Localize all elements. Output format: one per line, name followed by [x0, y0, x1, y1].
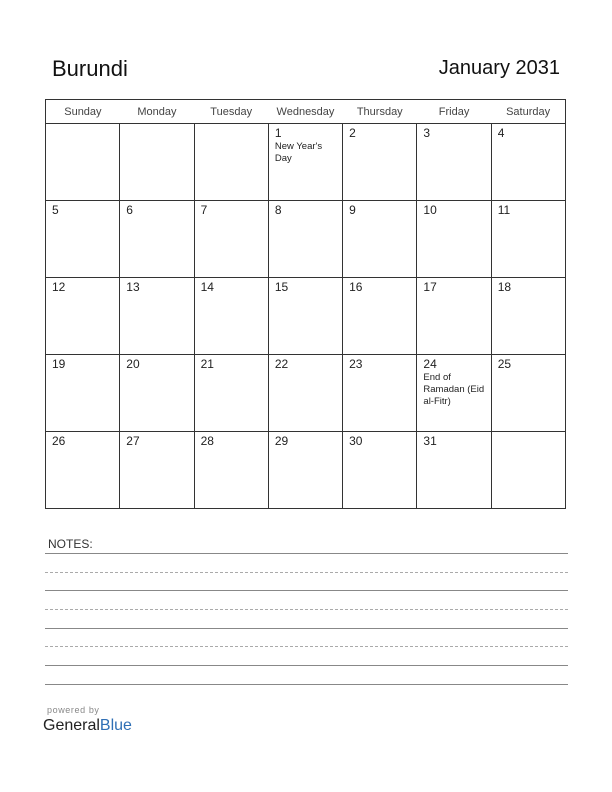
- day-number: 12: [52, 280, 66, 294]
- day-number: 13: [126, 280, 140, 294]
- day-number: 14: [200, 280, 214, 294]
- day-cell-content: [120, 432, 193, 448]
- holiday-label: New Year's Day: [274, 141, 323, 164]
- day-cell-content: [46, 201, 119, 217]
- day-cell-content: [492, 432, 565, 434]
- day-cell-content: [343, 355, 416, 371]
- day-cell: [417, 432, 491, 509]
- day-cell-content: [417, 201, 490, 217]
- day-cell: [268, 278, 342, 355]
- day-cell-content: [120, 201, 193, 217]
- day-cell: [268, 355, 342, 432]
- weekday-sunday: Sunday: [46, 100, 120, 124]
- day-number: 27: [126, 434, 140, 448]
- brand-blue: Blue: [99, 717, 132, 734]
- brand-general: General: [43, 717, 100, 734]
- day-cell-content: [492, 355, 565, 371]
- weekday-monday: Monday: [120, 100, 194, 124]
- notes-line: [45, 609, 568, 610]
- day-cell-content: [343, 124, 416, 140]
- day-cell: [120, 432, 194, 509]
- day-cell-content: [195, 201, 268, 217]
- notes-line: [45, 646, 568, 647]
- day-cell: [491, 124, 565, 201]
- day-cell: [268, 124, 342, 201]
- day-cell: [343, 432, 417, 509]
- notes-line: [45, 590, 568, 591]
- calendar-week-row: [46, 201, 566, 278]
- day-number: 2: [349, 126, 356, 140]
- day-cell: [120, 124, 194, 201]
- day-cell-content: [343, 432, 416, 448]
- calendar-week-row: [46, 355, 566, 432]
- day-number: 30: [349, 434, 363, 448]
- day-number: 22: [274, 357, 289, 371]
- day-number: 3: [423, 126, 431, 140]
- day-cell-content: [343, 201, 416, 217]
- day-number: 17: [423, 280, 437, 294]
- day-cell-content: [492, 124, 565, 140]
- month-title: January 2031: [438, 57, 560, 79]
- day-cell: [46, 355, 120, 432]
- day-cell: [120, 201, 194, 278]
- day-cell-content: [46, 278, 119, 294]
- day-cell-content: [417, 432, 490, 448]
- day-cell: [417, 201, 491, 278]
- day-cell-content: [46, 355, 119, 371]
- day-number: 7: [200, 203, 208, 217]
- day-cell-content: [417, 278, 490, 294]
- day-cell: [491, 201, 565, 278]
- day-cell: [268, 201, 342, 278]
- day-cell: [194, 432, 268, 509]
- day-cell: [194, 124, 268, 201]
- day-cell: [343, 201, 417, 278]
- powered-by-text: powered by: [47, 705, 100, 715]
- day-cell: [417, 355, 491, 432]
- day-number: 1: [274, 126, 282, 140]
- day-cell: [491, 432, 565, 509]
- day-number: 8: [274, 203, 282, 217]
- day-cell-content: [269, 201, 342, 217]
- generalblue-logo[interactable]: [43, 717, 132, 735]
- day-cell-content: [269, 355, 342, 371]
- weekday-tuesday: Tuesday: [194, 100, 268, 124]
- day-cell: [194, 355, 268, 432]
- day-cell: [46, 201, 120, 278]
- day-number: 21: [200, 357, 214, 371]
- weekday-saturday: Saturday: [491, 100, 565, 124]
- day-cell: [268, 432, 342, 509]
- day-number: 25: [497, 357, 512, 371]
- day-number: 4: [497, 126, 505, 140]
- day-cell: [46, 278, 120, 355]
- day-number: 26: [52, 434, 66, 448]
- country-title: Burundi: [52, 56, 128, 81]
- day-cell-content: [46, 432, 119, 448]
- weekday-wednesday: Wednesday: [268, 100, 342, 124]
- day-number: 15: [274, 280, 289, 294]
- day-cell: [343, 278, 417, 355]
- notes-line: [45, 628, 568, 629]
- day-number: 28: [200, 434, 214, 448]
- day-cell: [343, 355, 417, 432]
- day-cell: [417, 124, 491, 201]
- day-cell-content: [195, 278, 268, 294]
- day-cell-content: [269, 278, 342, 294]
- day-cell: [120, 355, 194, 432]
- day-cell: [46, 432, 120, 509]
- day-cell-content: [417, 355, 490, 408]
- day-number: 31: [423, 434, 437, 448]
- day-number: 19: [52, 357, 66, 371]
- day-cell: [194, 278, 268, 355]
- day-number: 16: [349, 280, 363, 294]
- day-cell-content: [492, 278, 565, 294]
- day-cell-content: [269, 432, 342, 448]
- day-number: 18: [497, 280, 512, 294]
- weekday-thursday: Thursday: [343, 100, 417, 124]
- day-number: 9: [349, 203, 356, 217]
- day-number: 20: [126, 357, 140, 371]
- calendar-week-row: [46, 432, 566, 509]
- day-number: 6: [126, 203, 133, 217]
- calendar-week-row: [46, 278, 566, 355]
- notes-line: [45, 553, 568, 554]
- day-cell-content: [195, 355, 268, 371]
- day-cell-content: [46, 124, 119, 126]
- day-number: 24: [423, 357, 437, 371]
- day-cell-content: [417, 124, 490, 140]
- day-number: 10: [423, 203, 437, 217]
- day-number: 5: [52, 203, 59, 217]
- notes-label: NOTES:: [48, 537, 93, 551]
- calendar-grid: [45, 99, 566, 509]
- day-cell-content: [195, 124, 268, 126]
- day-cell: [343, 124, 417, 201]
- day-cell: [417, 278, 491, 355]
- day-cell: [120, 278, 194, 355]
- weekday-header-row: [46, 100, 566, 124]
- weekday-friday: Friday: [417, 100, 491, 124]
- day-cell-content: [120, 278, 193, 294]
- notes-line: [45, 665, 568, 666]
- notes-line: [45, 684, 568, 685]
- day-cell: [491, 355, 565, 432]
- day-cell: [46, 124, 120, 201]
- day-number: 23: [349, 357, 363, 371]
- day-cell-content: [343, 278, 416, 294]
- calendar-week-row: [46, 124, 566, 201]
- day-cell-content: [492, 201, 565, 217]
- notes-line: [45, 572, 568, 573]
- day-cell-content: [269, 124, 342, 165]
- day-cell-content: [120, 124, 193, 126]
- day-cell-content: [120, 355, 193, 371]
- day-cell: [194, 201, 268, 278]
- day-number: 29: [274, 434, 289, 448]
- day-cell: [491, 278, 565, 355]
- day-number: 11: [497, 203, 511, 217]
- holiday-label: End of Ramadan (Eid al-Fitr): [423, 372, 485, 407]
- day-cell-content: [195, 432, 268, 448]
